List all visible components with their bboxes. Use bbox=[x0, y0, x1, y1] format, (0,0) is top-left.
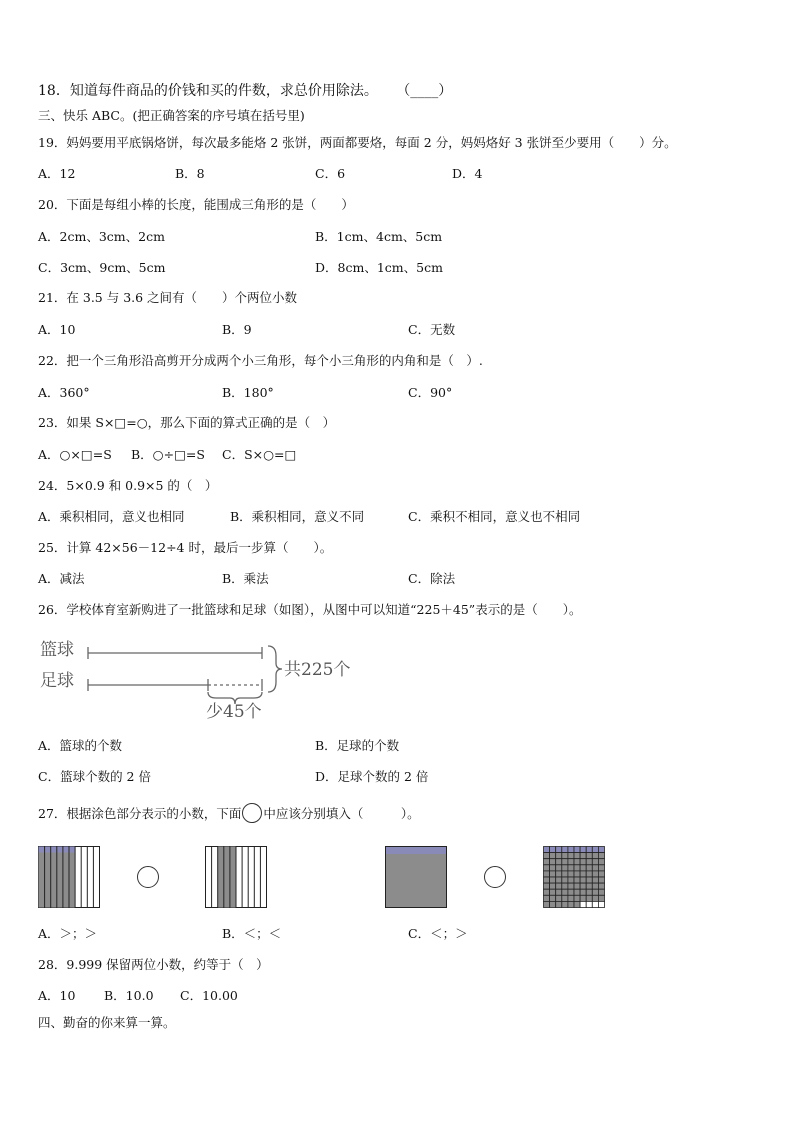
grid-cell bbox=[568, 847, 574, 853]
question-20-text: 20．下面是每组小棒的长度，能围成三角形的是（ ） bbox=[38, 197, 354, 212]
question-25-text: 25．计算 42×56－12÷4 时，最后一步算（ ）。 bbox=[38, 540, 333, 555]
grid-cell bbox=[598, 871, 604, 877]
question-18-text: 18．知道每件商品的价钱和买的件数，求总价用除法。 bbox=[38, 83, 378, 99]
grid-cell bbox=[550, 859, 556, 865]
grid-cell bbox=[586, 877, 592, 883]
grid-cell bbox=[556, 865, 562, 871]
grid-cell bbox=[592, 847, 598, 853]
grid-cell bbox=[574, 877, 580, 883]
option-d[interactable]: D．4 bbox=[452, 166, 483, 181]
option-b[interactable]: B．＜；＜ bbox=[222, 926, 282, 941]
grid-cell bbox=[592, 895, 598, 901]
grid-cell bbox=[556, 889, 562, 895]
grid-cell bbox=[598, 883, 604, 889]
grid-cell bbox=[574, 901, 580, 907]
grid-cell bbox=[592, 859, 598, 865]
grid-cell bbox=[580, 859, 586, 865]
grid-cell bbox=[580, 889, 586, 895]
grid-cell bbox=[562, 895, 568, 901]
grid-cell bbox=[568, 853, 574, 859]
circle-icon bbox=[242, 803, 262, 823]
grid-cell bbox=[598, 859, 604, 865]
decimal-strips-2 bbox=[205, 846, 267, 908]
question-27-text-before: 27．根据涂色部分表示的小数，下面 bbox=[38, 806, 242, 821]
grid-cell bbox=[598, 889, 604, 895]
grid-cell bbox=[550, 877, 556, 883]
grid-cell bbox=[544, 871, 550, 877]
grid-cell bbox=[598, 865, 604, 871]
option-c[interactable]: C．S×○=□ bbox=[222, 447, 297, 462]
grid-cell bbox=[580, 901, 586, 907]
grid-cell bbox=[544, 865, 550, 871]
answer-blank[interactable]: （____） bbox=[396, 83, 453, 99]
grid-cell bbox=[550, 865, 556, 871]
grid-cell bbox=[586, 871, 592, 877]
grid-cell bbox=[562, 859, 568, 865]
option-b[interactable]: B．1cm、4cm、5cm bbox=[315, 229, 443, 244]
grid-cell bbox=[586, 889, 592, 895]
grid-cell bbox=[556, 877, 562, 883]
option-b[interactable]: B．足球的个数 bbox=[315, 738, 400, 753]
option-c[interactable]: C．乘积不相同，意义也不相同 bbox=[408, 509, 581, 524]
option-a[interactable]: A．＞；＞ bbox=[38, 926, 98, 941]
grid-cell bbox=[550, 901, 556, 907]
option-a[interactable]: A．乘积相同，意义也相同 bbox=[38, 509, 185, 524]
option-c[interactable]: C．90° bbox=[408, 385, 453, 400]
grid-cell bbox=[568, 871, 574, 877]
grid-cell bbox=[544, 853, 550, 859]
grid-cell bbox=[580, 847, 586, 853]
decimal-grid-4 bbox=[543, 846, 605, 908]
question-23-text: 23．如果 S×□=○，那么下面的算式正确的是（ ） bbox=[38, 415, 336, 430]
section-4-heading: 四、勤奋的你来算一算。 bbox=[38, 1015, 176, 1030]
grid-cell bbox=[586, 895, 592, 901]
option-a[interactable]: A．12 bbox=[38, 166, 76, 181]
grid-cell bbox=[544, 901, 550, 907]
segment-diagram bbox=[38, 634, 368, 720]
question-24-text: 24．5×0.9 和 0.9×5 的（ ） bbox=[38, 478, 218, 493]
grid-cell bbox=[544, 877, 550, 883]
grid-cell bbox=[592, 877, 598, 883]
grid-cell bbox=[592, 883, 598, 889]
grid-cell bbox=[586, 901, 592, 907]
option-c[interactable]: C．篮球个数的 2 倍 bbox=[38, 769, 151, 784]
grid-cell bbox=[592, 889, 598, 895]
option-d[interactable]: D．足球个数的 2 倍 bbox=[315, 769, 429, 784]
grid-cell bbox=[568, 901, 574, 907]
question-27-text-after: 中应该分别填入（ ）。 bbox=[263, 806, 420, 821]
total-label: 共225个 bbox=[284, 660, 351, 680]
grid-cell bbox=[544, 847, 550, 853]
grid-cell bbox=[544, 889, 550, 895]
grid-cell bbox=[586, 865, 592, 871]
question-28-text: 28．9.999 保留两位小数，约等于（ ） bbox=[38, 957, 269, 972]
grid-cell bbox=[562, 883, 568, 889]
option-b[interactable]: B．180° bbox=[222, 385, 274, 400]
grid-cell bbox=[574, 895, 580, 901]
grid-cell bbox=[574, 871, 580, 877]
option-b[interactable]: B．○÷□=S bbox=[131, 447, 205, 462]
grid-cell bbox=[598, 847, 604, 853]
grid-cell bbox=[556, 859, 562, 865]
grid-cell bbox=[550, 853, 556, 859]
option-a[interactable]: A．360° bbox=[38, 385, 90, 400]
question-26-text: 26．学校体育室新购进了一批篮球和足球（如图），从图中可以知道“225＋45”表示的是（ ）。 bbox=[38, 602, 582, 617]
section-3-heading: 三、快乐 ABC。(把正确答案的序号填在括号里) bbox=[38, 108, 305, 123]
football-label: 足球 bbox=[40, 671, 74, 691]
grid-cell bbox=[598, 895, 604, 901]
option-b[interactable]: B．8 bbox=[175, 166, 205, 181]
grid-cell bbox=[568, 883, 574, 889]
option-a[interactable]: A．○×□=S bbox=[38, 447, 112, 462]
grid-cell bbox=[562, 853, 568, 859]
grid-cell bbox=[568, 895, 574, 901]
option-a[interactable]: A．2cm、3cm、2cm bbox=[38, 229, 165, 244]
grid-cell bbox=[574, 847, 580, 853]
grid-cell bbox=[544, 883, 550, 889]
grid-cell bbox=[586, 883, 592, 889]
grid-cell bbox=[580, 883, 586, 889]
grid-cell bbox=[568, 889, 574, 895]
compare-circle-1[interactable] bbox=[137, 866, 159, 888]
decimal-square-3 bbox=[385, 846, 447, 908]
grid-cell bbox=[550, 871, 556, 877]
option-a[interactable]: A．10 bbox=[38, 988, 76, 1003]
option-c[interactable]: C．无数 bbox=[408, 322, 456, 337]
option-c[interactable]: C．3cm、9cm、5cm bbox=[38, 260, 166, 275]
grid-cell bbox=[574, 889, 580, 895]
grid-cell bbox=[586, 853, 592, 859]
option-c[interactable]: C．除法 bbox=[408, 571, 456, 586]
grid-cell bbox=[550, 889, 556, 895]
grid-cell bbox=[598, 901, 604, 907]
grid-cell bbox=[580, 853, 586, 859]
decimal-strips-1 bbox=[38, 846, 100, 908]
grid-cell bbox=[556, 895, 562, 901]
grid-cell bbox=[592, 871, 598, 877]
grid-cell bbox=[580, 865, 586, 871]
option-b[interactable]: B．10.0 bbox=[104, 988, 154, 1003]
option-c[interactable]: C．＜；＞ bbox=[408, 926, 468, 941]
grid-cell bbox=[562, 847, 568, 853]
grid-cell bbox=[568, 865, 574, 871]
grid-cell bbox=[598, 853, 604, 859]
grid-cell bbox=[586, 847, 592, 853]
option-b[interactable]: B．乘积相同，意义不同 bbox=[230, 509, 365, 524]
compare-circle-2[interactable] bbox=[484, 866, 506, 888]
grid-cell bbox=[592, 865, 598, 871]
grid-cell bbox=[592, 901, 598, 907]
grid-cell bbox=[574, 853, 580, 859]
grid-cell bbox=[544, 859, 550, 865]
grid-cell bbox=[556, 901, 562, 907]
grid-cell bbox=[574, 859, 580, 865]
grid-cell bbox=[550, 895, 556, 901]
grid-cell bbox=[586, 859, 592, 865]
total-brace bbox=[268, 646, 282, 692]
grid-cell bbox=[562, 889, 568, 895]
grid-cell bbox=[544, 895, 550, 901]
grid-cell bbox=[580, 895, 586, 901]
option-b[interactable]: B．9 bbox=[222, 322, 252, 337]
option-c[interactable]: C．6 bbox=[315, 166, 346, 181]
grid-cell bbox=[556, 853, 562, 859]
question-22-text: 22．把一个三角形沿高剪开分成两个小三角形，每个小三角形的内角和是（ ）. bbox=[38, 353, 483, 368]
grid-cell bbox=[562, 877, 568, 883]
grid-cell bbox=[556, 871, 562, 877]
grid-cell bbox=[592, 853, 598, 859]
grid-cell bbox=[550, 883, 556, 889]
option-a[interactable]: A．10 bbox=[38, 322, 76, 337]
less-label: 少45个 bbox=[206, 702, 262, 720]
question-27 bbox=[38, 806, 420, 823]
grid-cell bbox=[562, 865, 568, 871]
grid-cell bbox=[568, 877, 574, 883]
grid-cell bbox=[574, 865, 580, 871]
option-b[interactable]: B．乘法 bbox=[222, 571, 269, 586]
grid-cell bbox=[574, 883, 580, 889]
grid-cell bbox=[598, 877, 604, 883]
option-a[interactable]: A．篮球的个数 bbox=[38, 738, 123, 753]
question-19-text: 19．妈妈要用平底锅烙饼，每次最多能烙 2 张饼，两面都要烙，每面 2 分，妈妈烙好 3 张饼至少要用（ ）分。 bbox=[38, 135, 677, 150]
grid-cell bbox=[550, 847, 556, 853]
grid-cell bbox=[562, 871, 568, 877]
grid-cell bbox=[580, 871, 586, 877]
option-d[interactable]: D．8cm、1cm、5cm bbox=[315, 260, 443, 275]
basketball-label: 篮球 bbox=[40, 640, 74, 660]
option-a[interactable]: A．减法 bbox=[38, 571, 85, 586]
question-21-text: 21．在 3.5 与 3.6 之间有（ ）个两位小数 bbox=[38, 290, 298, 305]
grid-cell bbox=[580, 877, 586, 883]
question-18 bbox=[38, 83, 452, 99]
grid-cell bbox=[556, 847, 562, 853]
grid-cell bbox=[568, 859, 574, 865]
option-c[interactable]: C．10.00 bbox=[180, 988, 238, 1003]
grid-cell bbox=[562, 901, 568, 907]
grid-cell bbox=[556, 883, 562, 889]
